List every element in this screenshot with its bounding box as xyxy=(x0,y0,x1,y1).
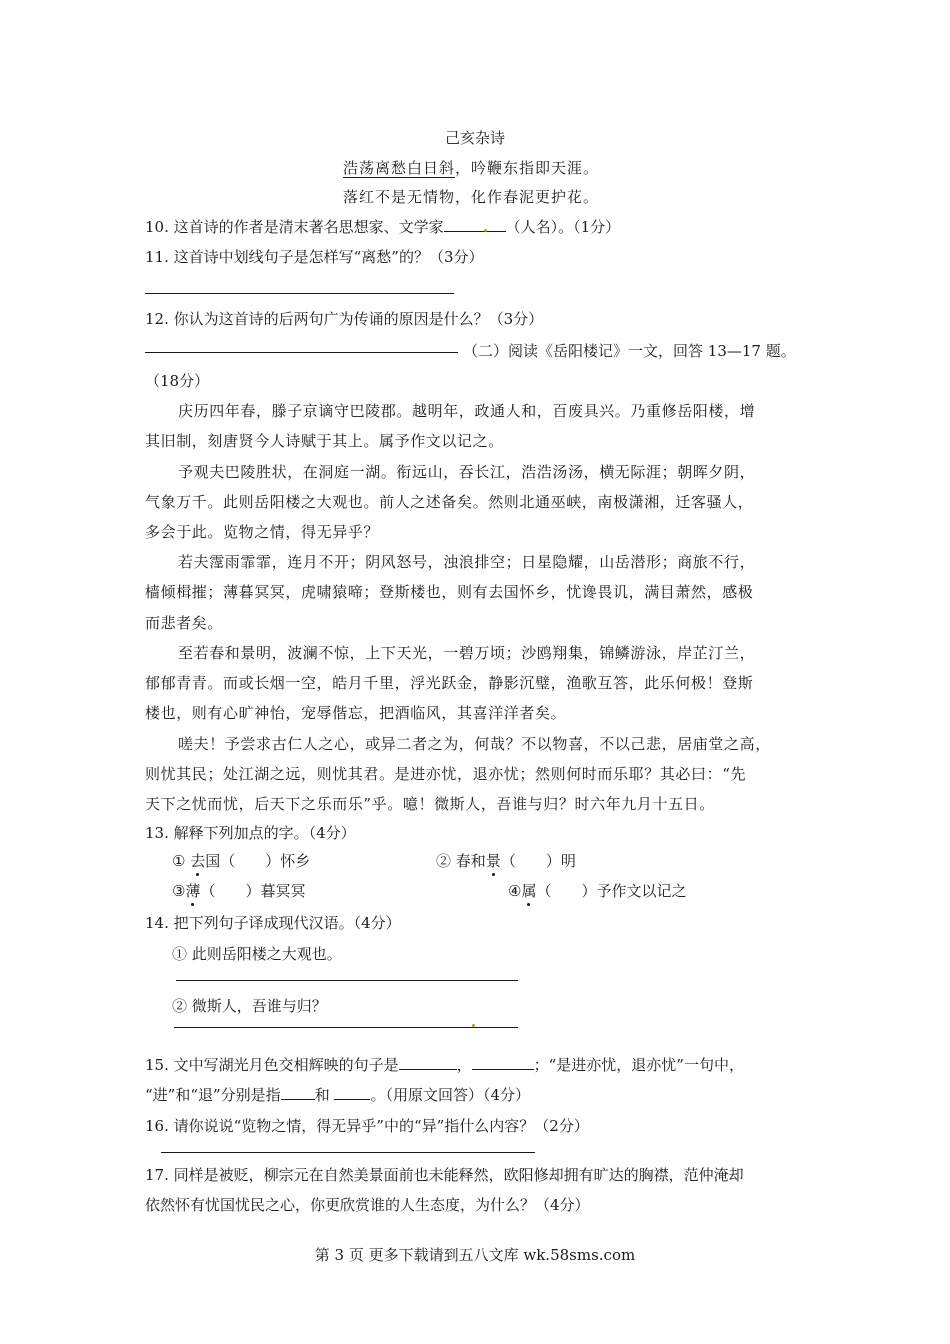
q15-text: 和 xyxy=(314,1086,330,1104)
answer-line[interactable] xyxy=(145,293,454,294)
q13-item-3 xyxy=(172,880,305,902)
answer-blank[interactable] xyxy=(399,1055,457,1070)
q15-text: “进”和“退”分别是指 xyxy=(145,1086,281,1104)
dotted-character: 去 xyxy=(190,852,206,870)
passage-line: 至若春和景明，波澜不惊，上下天光，一碧万顷；沙鸥翔集，锦鳞游泳，岸芷汀兰， xyxy=(178,644,756,662)
item-post: （ ）暮冥冥 xyxy=(200,882,306,900)
passage-line: 天下之忧而忧，后天下之乐而乐”乎。噫！微斯人，吾谁与归？时六年九月十五日。 xyxy=(145,795,715,813)
q14-item-2: ② 微斯人，吾谁与归？ xyxy=(172,997,327,1015)
question-17-line-2: 依然怀有忧国忧民之心，你更欣赏谁的人生态度，为什么？（4分） xyxy=(145,1196,590,1214)
answer-line[interactable] xyxy=(174,1027,518,1028)
question-15-line-2 xyxy=(145,1084,530,1106)
answer-line[interactable] xyxy=(145,352,458,353)
poem-line-1 xyxy=(343,157,599,179)
verse-rest: ，吟鞭东指即天涯。 xyxy=(455,159,600,177)
item-number: ③ xyxy=(172,882,186,900)
q15-text: 15. 文中写湖光月色交相辉映的句子是 xyxy=(145,1056,399,1074)
q13-item-2 xyxy=(436,850,576,872)
passage-line: 多会于此。览物之情，得无异乎？ xyxy=(145,523,380,541)
stray-mark xyxy=(472,1024,475,1027)
item-number: ① xyxy=(172,852,186,870)
question-11: 11. 这首诗中划线句子是怎样写“离愁”的？（3分） xyxy=(145,248,484,266)
dotted-character: 景 xyxy=(485,852,501,870)
passage-line: 其旧制，刻唐贤今人诗赋于其上。属予作文以记之。 xyxy=(145,432,504,450)
q13-item-1 xyxy=(172,850,310,872)
q15-text: 。（用原文回答）（4分） xyxy=(370,1086,531,1104)
question-15-line-1 xyxy=(145,1054,744,1076)
q14-item-1: ① 此则岳阳楼之大观也。 xyxy=(172,945,342,963)
poem-title: 己亥杂诗 xyxy=(445,129,506,147)
question-10 xyxy=(145,216,620,238)
passage-line: 予观夫巴陵胜状，在洞庭一湖。衔远山，吞长江，浩浩汤汤，横无际涯；朝晖夕阴， xyxy=(178,463,756,481)
underlined-verse: 浩荡离愁白日斜 xyxy=(343,159,456,177)
item-post: 国（ ）怀乡 xyxy=(205,852,311,870)
answer-blank[interactable] xyxy=(334,1085,370,1100)
section-2-heading: （二）阅读《岳阳楼记》一文，回答 13—17 题。 xyxy=(463,342,796,360)
answer-blank[interactable] xyxy=(472,1055,534,1070)
answer-line[interactable] xyxy=(176,980,518,981)
passage-line: 而悲者矣。 xyxy=(145,614,224,632)
passage-line: 若夫霪雨霏霏，连月不开；阴风怒号，浊浪排空；日星隐耀，山岳潜形；商旅不行， xyxy=(178,553,756,571)
passage-line: 郁郁青青。而或长烟一空，皓月千里，浮光跃金，静影沉璧，渔歌互答，此乐何极！登斯 xyxy=(145,674,754,692)
stray-mark xyxy=(484,229,487,232)
question-17-line-1: 17. 同样是被贬，柳宗元在自然美景面前也未能释然，欧阳修却拥有旷达的胸襟，范仲淹却 xyxy=(145,1166,744,1184)
dotted-character: 薄 xyxy=(185,882,201,900)
item-pre: 春和 xyxy=(455,852,486,870)
item-post: （ ）明 xyxy=(500,852,576,870)
poem-line-2: 落红不是无情物，化作春泥更护花。 xyxy=(343,188,600,206)
q15-sep: ， xyxy=(456,1056,472,1074)
question-16: 16. 请你说说“览物之情，得无异乎”中的“异”指什么内容？（2分） xyxy=(145,1117,589,1135)
passage-line: 楼也，则有心旷神怡，宠辱偕忘，把酒临风，其喜洋洋者矣。 xyxy=(145,704,567,722)
item-number: ④ xyxy=(508,882,522,900)
question-12: 12. 你认为这首诗的后两句广为传诵的原因是什么？（3分） xyxy=(145,310,544,328)
answer-blank[interactable] xyxy=(444,217,506,232)
answer-blank[interactable] xyxy=(281,1085,315,1100)
section-2-score: （18分） xyxy=(145,372,210,390)
q15-text: ；“是进亦忧，退亦忧”一句中， xyxy=(533,1056,744,1074)
q10-tail: （人名）。（1分） xyxy=(505,218,621,236)
question-14: 14. 把下列句子译成现代汉语。（4分） xyxy=(145,914,401,932)
passage-line: 嗟夫！予尝求古仁人之心，或异二者之为，何哉？不以物喜，不以己悲，居庙堂之高， xyxy=(178,735,771,753)
q13-item-4 xyxy=(508,880,686,902)
passage-line: 气象万千。此则岳阳楼之大观也。前人之述备矣。然则北通巫峡，南极潇湘，迁客骚人， xyxy=(145,493,754,511)
passage-line: 庆历四年春，滕子京谪守巴陵郡。越明年，政通人和，百废具兴。乃重修岳阳楼，增 xyxy=(178,402,756,420)
passage-line: 樯倾楫摧；薄暮冥冥，虎啸猿啼；登斯楼也，则有去国怀乡，忧谗畏讥，满目萧然，感极 xyxy=(145,583,754,601)
item-post: （ ）予作文以记之 xyxy=(536,882,687,900)
passage-line: 则忧其民；处江湖之远，则忧其君。是进亦忧，退亦忧；然则何时而乐耶？其必曰：“先 xyxy=(145,765,747,783)
item-number: ② xyxy=(436,852,452,870)
question-13: 13. 解释下列加点的字。（4分） xyxy=(145,824,356,842)
dotted-character: 属 xyxy=(521,882,537,900)
page-footer: 第 3 页 更多下载请到五八文库 wk.58sms.com xyxy=(314,1246,636,1264)
q10-text: 10. 这首诗的作者是清末著名思想家、文学家 xyxy=(145,218,444,236)
answer-line[interactable] xyxy=(161,1152,535,1153)
